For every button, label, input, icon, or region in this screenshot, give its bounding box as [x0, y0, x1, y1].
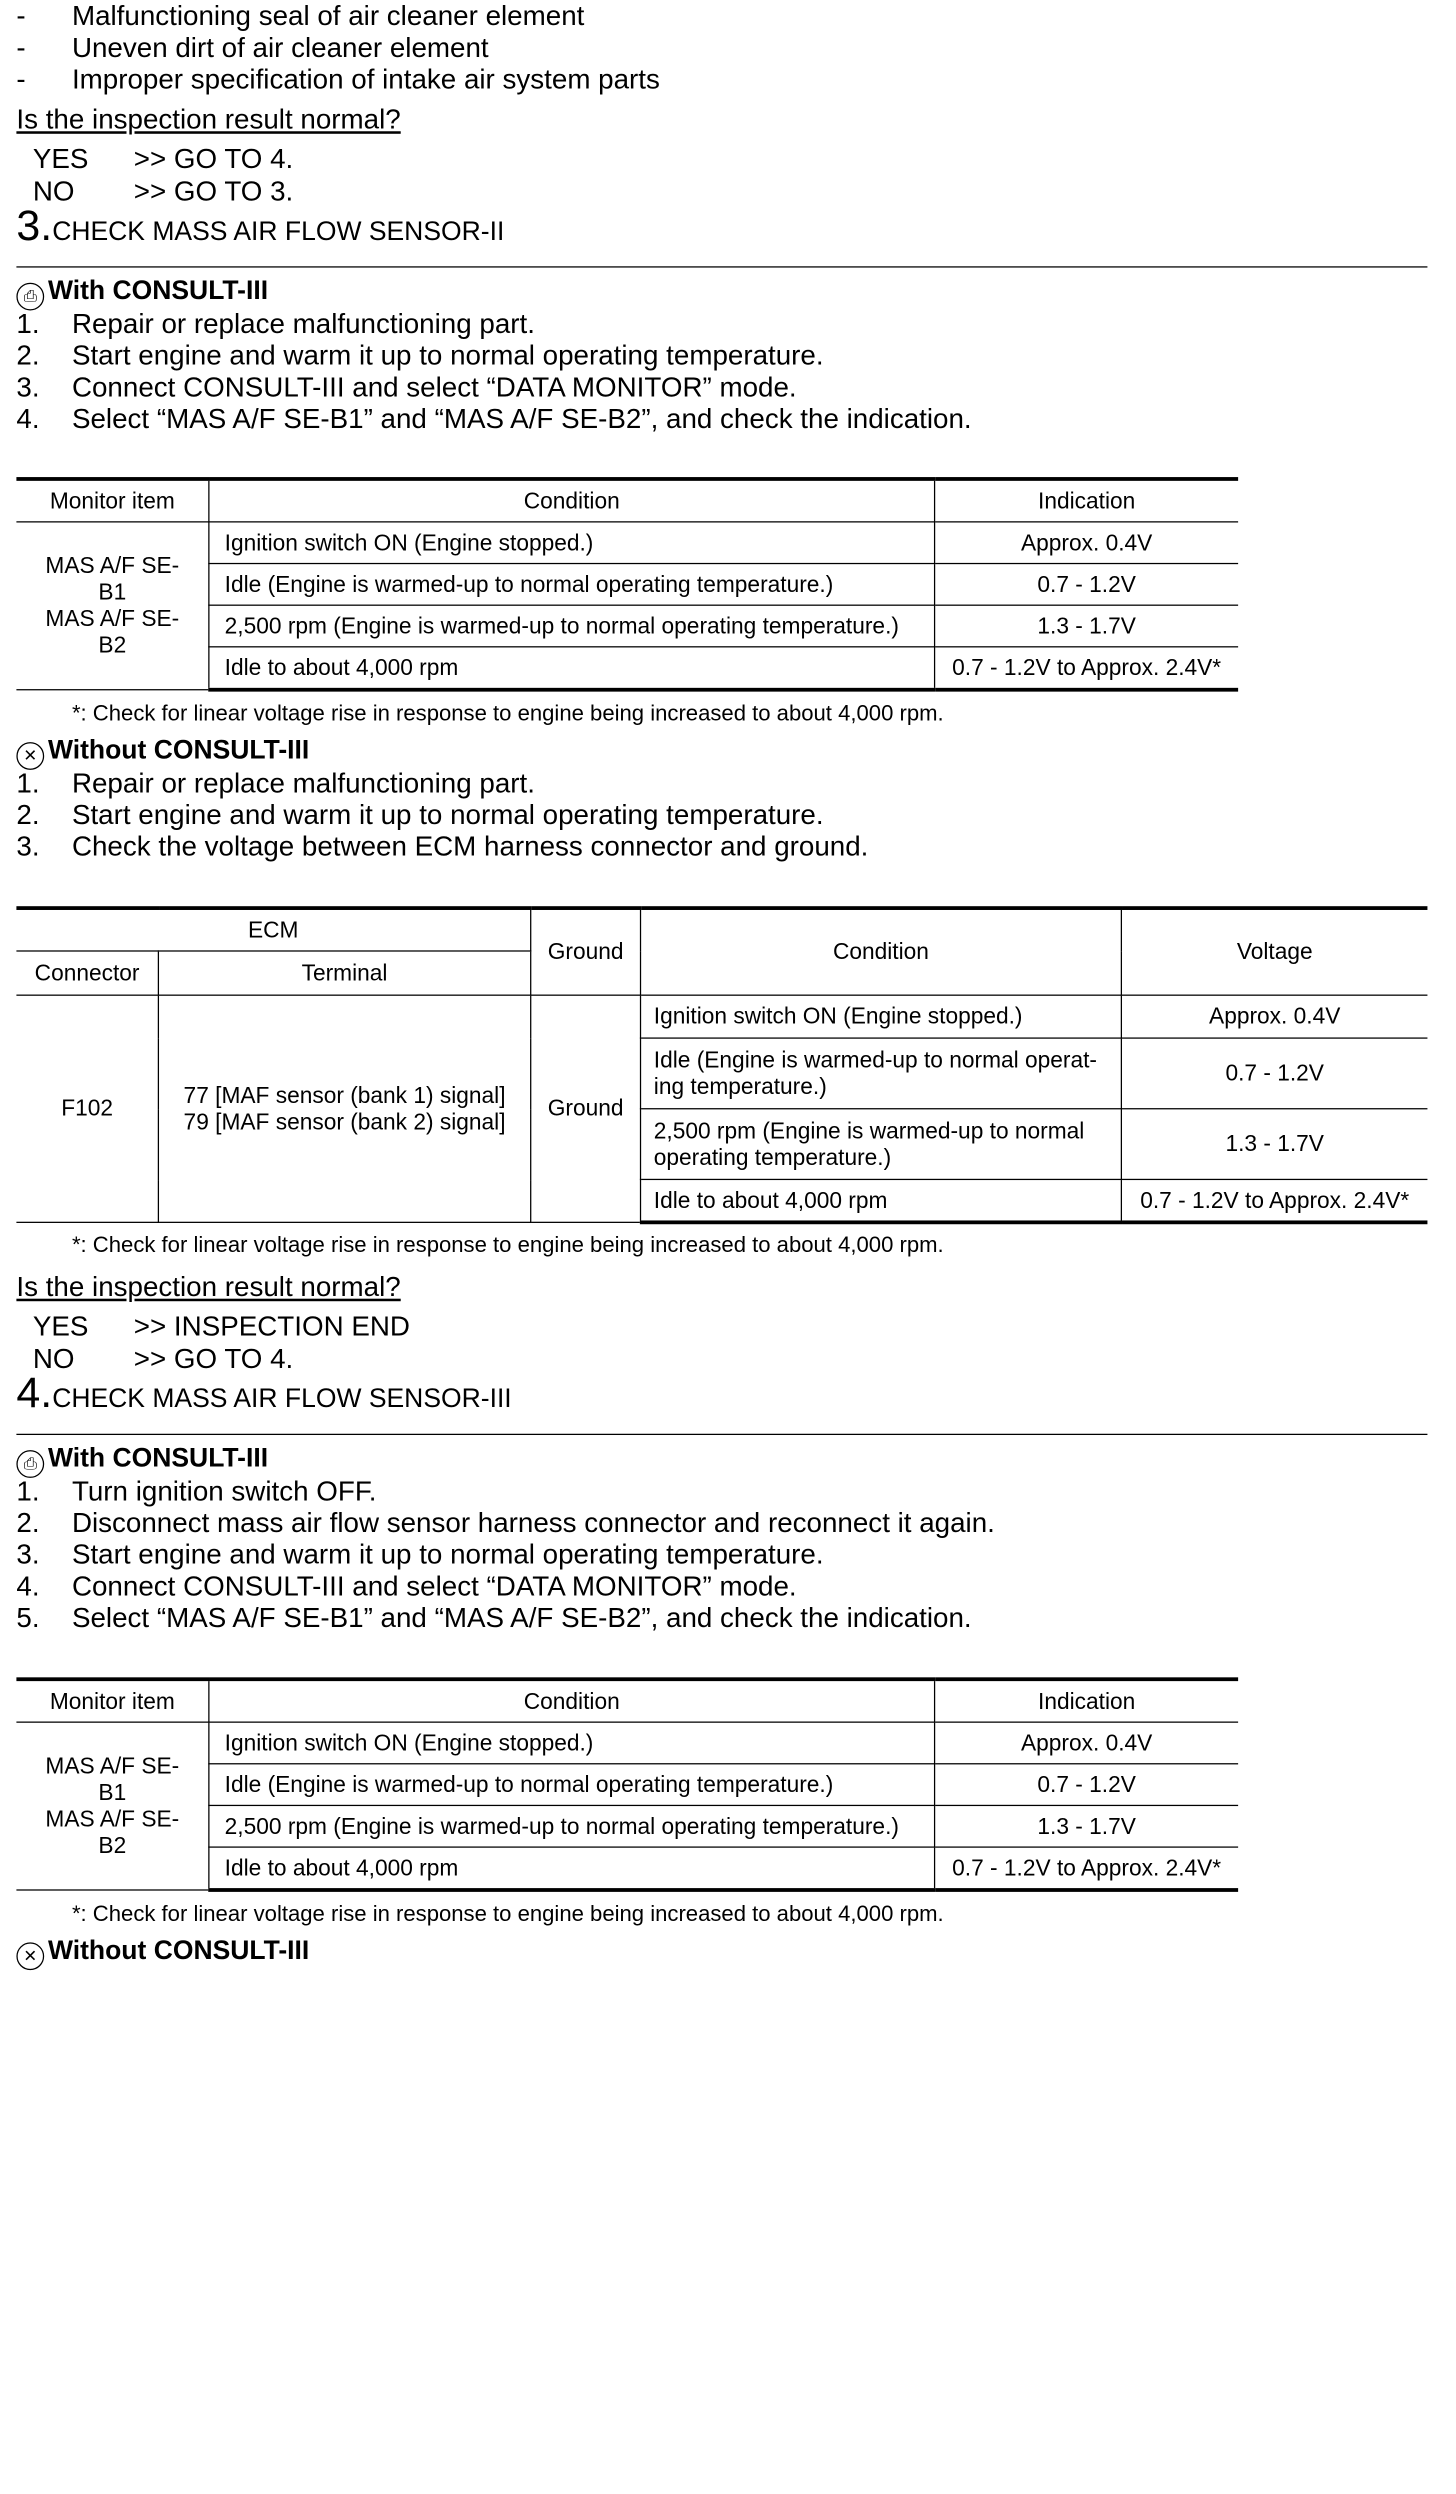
no-consult-icon: ✕ — [16, 742, 44, 770]
table-row: 2,500 rpm (Engine is warmed-up to normal operating temperature.) 1.3 - 1.7V — [16, 1805, 1238, 1847]
table-row: Idle (Engine is warmed-up to normal operating temperature.) 0.7 - 1.2V — [16, 1764, 1238, 1806]
table-row: Idle (Engine is warmed-up to normal operating temperature.) 0.7 - 1.2V — [16, 564, 1238, 606]
table-row: 2,500 rpm (Engine is warmed-up to normal operating temperature.) 1.3 - 1.7V — [16, 605, 1238, 647]
table-footnote: *: Check for linear voltage rise in response to engine being increased to about 4,000 rpm. — [71, 1900, 944, 1926]
with-consult-heading: ⎙ With CONSULT-III — [16, 276, 268, 310]
without-consult-heading: ✕ Without CONSULT-III — [16, 1936, 309, 1970]
consult-icon: ⎙ — [16, 283, 44, 311]
no-consult-icon: ✕ — [16, 1942, 44, 1970]
divider — [16, 1434, 1427, 1435]
header-condition: Condition — [209, 479, 935, 522]
table-row: MAS A/F SE-B1 MAS A/F SE-B2 Ignition switch ON (Engine stopped.) Approx. 0.4V — [16, 1722, 1238, 1764]
header-indication: Indication — [935, 479, 1239, 522]
table-row: Idle to about 4,000 rpm 0.7 - 1.2V to Approx. 2.4V* — [16, 1179, 1427, 1222]
table-row: Idle to about 4,000 rpm 0.7 - 1.2V to Approx. 2.4V* — [16, 1847, 1238, 1890]
header-monitor-item: Monitor item — [16, 479, 208, 522]
table-footnote: *: Check for linear voltage rise in response to engine being increased to about 4,000 rpm. — [71, 1231, 944, 1258]
step-heading: 3.CHECK MASS AIR FLOW SENSOR-II — [16, 201, 505, 250]
consult-icon: ⎙ — [16, 1450, 44, 1478]
monitor-item-cell: MAS A/F SE-B1 MAS A/F SE-B2 — [16, 522, 208, 690]
inspection-question: Is the inspection result normal? — [16, 103, 401, 136]
ecm-voltage-table: ECM Ground Condition Voltage Connector Terminal F102 77 [MAF sensor (bank 1) signal] 79 [MAF sensor (bank 2) signal] Ground Ignition switch ON (Engine stopped.) Approx. 0.4V Idle (Engine is warmed-up to normal operat- ing temperature.) 0.7 - 1.2V 2,500 rpm (Engine is warmed-up to normal operating temperature.) 1.3 - 1.7V Idle to about 4,000 rpm 0.7 - 1.2V to Approx. 2.4V* — [16, 906, 1427, 1224]
table-row: F102 77 [MAF sensor (bank 1) signal] 79 [MAF sensor (bank 2) signal] Ground Ignition switch ON (Engine stopped.) Approx. 0.4V — [16, 995, 1427, 1038]
table-footnote: *: Check for linear voltage rise in response to engine being increased to about 4,000 rpm. — [71, 700, 944, 726]
manual-page: - Malfunctioning seal of air cleaner element - Uneven dirt of air cleaner element - Improper specification of intake air system parts Is the inspection result normal? YES >> GO TO 4. NO >> GO TO 3. 3.CHECK MASS AIR FLOW SENSOR-II ⎙ With CONSULT-III 1. Repair or replace malfunctioning part. 2. Start engine and warm it up to normal operating temperature. 3. Connect CONSULT-III and select “DATA MONITOR” mode. 4. Select “MAS A/F SE-B1” and “MAS A/F SE-B2”, and check the indication. Monitor item Condition Indication MAS A/F SE-B1 MAS A/F SE-B2 Ignition switch ON (Engine stopped.) Approx. 0.4V Idle (Engine is warmed-up to normal operating temperature.) 0.7 - 1.2V 2,500 rpm (Engine is warmed-up to normal operating temperature.) 1.3 - 1.7V Idle to about 4,000 rpm 0.7 - 1.2V to Approx. 2.4V* *: Check for linear voltage rise in response to engine being increased to about 4,000 rpm. ✕ Without CONSULT-III 1. Repair or replace malfunctioning part. 2. Start engine and warm it up to normal operating temperature. 3. Check the voltage between ECM harness connector and ground. ECM Ground Condition Voltage Connector Terminal F102 77 [MAF sensor (bank 1) signal] 79 [MAF sensor (bank 2) signal] Ground Ignition switch ON (Engine stopped.) Approx. 0.4V Idle (Engine is warmed-up to normal operat- ing temperature.) 0.7 - 1.2V 2,500 rpm (Engine is warmed-up to normal operating temperature.) 1.3 - 1.7V Idle to about 4,000 rpm 0.7 - 1.2V to Approx. 2.4V* *: Check for linear voltage rise in response to engine being increased to about 4,000 rpm. Is the inspection result normal? YES >> INSPECTION END NO >> GO TO 4. 4.CHECK MASS AIR FLOW SENSOR-III ⎙ With CONSULT-III 1. Turn ignition switch OFF. 2. Disconnect mass air flow sensor harness connector and reconnect it again. 3. Start engine and warm it up to normal operating temperature. 4. Connect CONSULT-III and select “DATA MONITOR” mode. 5. Select “MAS A/F SE-B1” and “MAS A/F SE-B2”, and check the indication. Monitor item Condition Indication MAS A/F SE-B1 MAS A/F SE-B2 Ignition switch ON (Engine stopped.) Approx. 0.4V Idle (Engine is warmed-up to normal operating temperature.) 0.7 - 1.2V 2,500 rpm (Engine is warmed-up to normal operating temperature.) 1.3 - 1.7V Idle to about 4,000 rpm 0.7 - 1.2V to Approx. 2.4V* *: Check for linear voltage rise in response to engine being increased to about 4,000 rpm. ✕ Without CONSULT-III — [0, 0, 1456, 2494]
table-row: Idle (Engine is warmed-up to normal operat- ing temperature.) 0.7 - 1.2V — [16, 1038, 1427, 1109]
table-row: 2,500 rpm (Engine is warmed-up to normal operating temperature.) 1.3 - 1.7V — [16, 1109, 1427, 1180]
header-condition: Condition — [209, 1679, 935, 1722]
monitor-table — [16, 1677, 1238, 1892]
inspection-question: Is the inspection result normal? — [16, 1270, 401, 1303]
monitor-item-cell: MAS A/F SE-B1 MAS A/F SE-B2 — [16, 1722, 208, 1890]
table-row: MAS A/F SE-B1 MAS A/F SE-B2 Ignition switch ON (Engine stopped.) Approx. 0.4V — [16, 522, 1238, 564]
table-row: Idle to about 4,000 rpm 0.7 - 1.2V to Approx. 2.4V* — [16, 647, 1238, 690]
header-monitor-item: Monitor item — [16, 1679, 208, 1722]
divider — [16, 266, 1427, 267]
with-consult-heading: ⎙ With CONSULT-III — [16, 1444, 268, 1478]
step-heading: 4.CHECK MASS AIR FLOW SENSOR-III — [16, 1369, 512, 1418]
monitor-table — [16, 477, 1238, 692]
header-indication: Indication — [935, 1679, 1239, 1722]
without-consult-heading: ✕ Without CONSULT-III — [16, 736, 309, 770]
